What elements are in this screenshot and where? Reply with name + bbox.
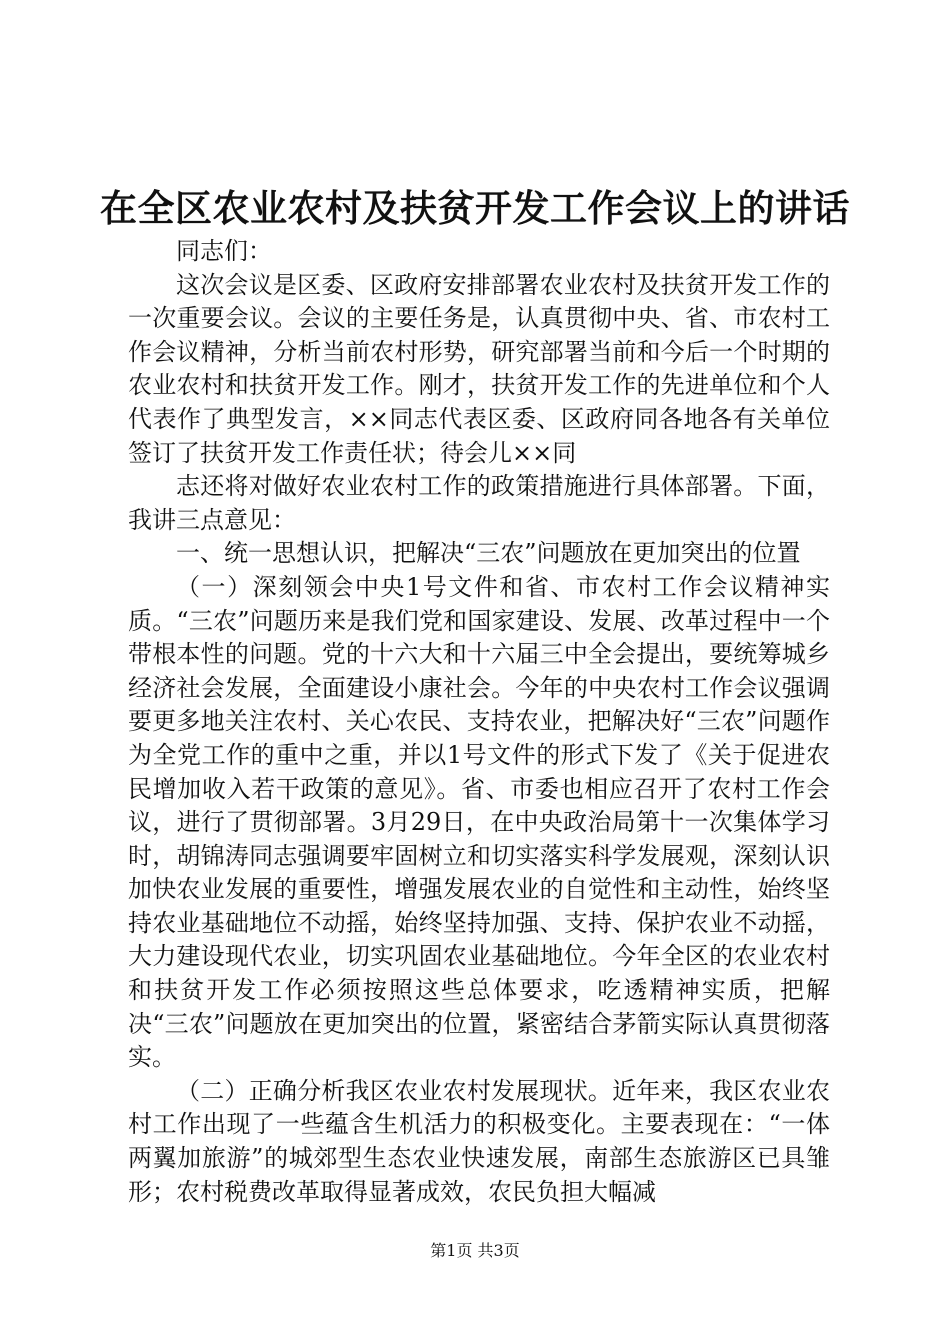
document-body (128, 235, 830, 1209)
document-title: 在全区农业农村及扶贫开发工作会议上的讲话 (100, 186, 850, 230)
intro-paragraph: 这次会议是区委、区政府安排部署农业农村及扶贫开发工作的一次重要会议。会议的主要任务是，认真贯彻中央、省、市农村工作会议精神，分析当前农村形势，研究部署当前和今后一个时期的农业农村和扶贫开发工作。刚才，扶贫开发工作的先进单位和个人代表作了典型发言，××同志代表区委、区政府同各地各有关单位签订了扶贫开发工作责任状；待会儿××同 (128, 270, 830, 467)
subsection-2-paragraph: （二）正确分析我区农业农村发展现状。近年来，我区农业农村工作出现了一些蕴含生机活力的积极变化。主要表现在：“一体两翼加旅游”的城郊型生态农业快速发展，南部生态旅游区已具雏形；农村税费改革取得显著成效，农民负担大幅减 (128, 1076, 830, 1206)
page-number-footer: 第1页 共3页 (430, 1241, 520, 1260)
intro-continuation-paragraph: 志还将对做好农业农村工作的政策措施进行具体部署。下面，我讲三点意见： (128, 472, 830, 534)
salutation-paragraph: 同志们： (176, 237, 272, 265)
section-heading-1: 一、统一思想认识，把解决“三农”问题放在更加突出的位置 (176, 539, 801, 568)
subsection-1-paragraph: （一）深刻领会中央1号文件和省、市农村工作会议精神实质。“三农”问题历来是我们党和国家建设、发展、改革过程中一个带根本性的问题。党的十六大和十六届三中全会提出，要统筹城乡经济社会发展，全面建设小康社会。今年的中央农村工作会议强调要更多地关注农村、关心农民、支持农业，把解决好“三农”问题作为全党工作的重中之重，并以1号文件的形式下发了《关于促进农民增加收入若干政策的意见》。省、市委也相应召开了农村工作会议，进行了贯彻部署。3月29日，在中央政治局第十一次集体学习时，胡锦涛同志强调要牢固树立和切实落实科学发展观，深刻认识加快农业发展的重要性，增强发展农业的自觉性和主动性，始终坚持农业基础地位不动摇，始终坚持加强、支持、保护农业不动摇，大力建设现代农业，切实巩固农业基础地位。今年全区的农业农村和扶贫开发工作必须按照这些总体要求，吃透精神实质，把解决“三农”问题放在更加突出的位置，紧密结合茅箭实际认真贯彻落实。 (128, 572, 830, 1072)
